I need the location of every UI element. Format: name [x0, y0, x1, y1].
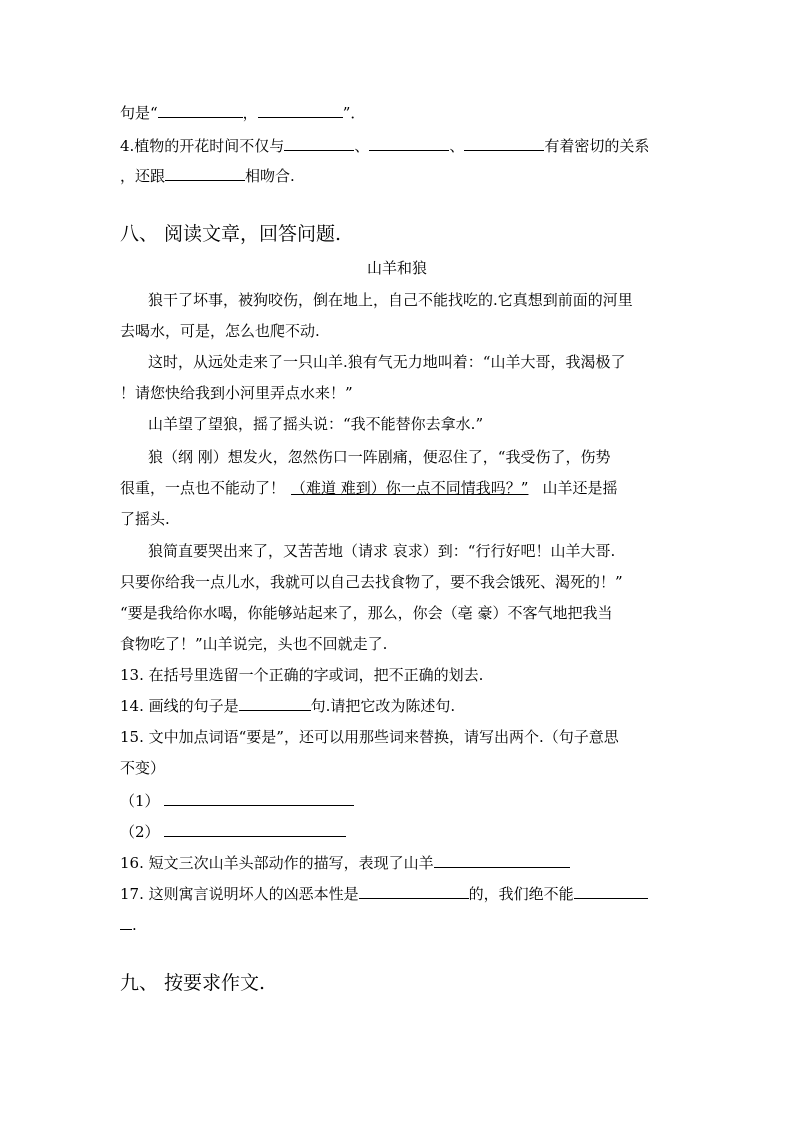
text: 17. 这则寓言说明坏人的凶恶本性是 — [120, 885, 359, 903]
paragraph-line: 山羊望了望狼，摇了摇头说：“我不能替你去拿水.” — [148, 415, 484, 433]
answer-blank[interactable] — [464, 136, 544, 151]
text: 14. 画线的句子是 — [120, 697, 239, 715]
answer-blank[interactable] — [434, 853, 570, 868]
answer-line-1 — [120, 791, 354, 811]
text: ， — [242, 104, 258, 122]
question-17 — [120, 884, 648, 904]
paragraph-line: 去喝水，可是，怎么也爬不动. — [120, 322, 320, 340]
text: 的，我们绝不能 — [468, 885, 574, 903]
answer-blank[interactable] — [359, 884, 469, 899]
question-15-cont: 不变） — [120, 759, 166, 777]
text: 很重，一点也不能动了！ — [120, 479, 286, 497]
paragraph-line: “要是我给你水喝，你能够站起来了，那么，你会（亳 豪）不客气地把我当 — [120, 604, 613, 622]
question-15: 15. 文中加点词语“要是”，还可以用那些词来替换，请写出两个.（句子意思 — [120, 728, 619, 746]
answer-line-2 — [120, 822, 346, 842]
q3-tail-line — [120, 103, 365, 123]
q4-line-1 — [120, 136, 649, 156]
section-8-heading: 八、 阅读文章，回答问题. — [120, 223, 342, 245]
answer-blank[interactable] — [164, 822, 346, 837]
q4-line-2 — [120, 166, 295, 186]
underlined-sentence: （难道 难到）你一点不同情我吗？” — [291, 479, 529, 497]
question-17-cont — [120, 915, 137, 935]
paragraph-line: 这时，从远处走来了一只山羊.狼有气无力地叫着：“山羊大哥，我渴极了 — [148, 353, 626, 371]
answer-blank[interactable] — [239, 696, 311, 711]
text: 山羊还是摇 — [542, 479, 618, 497]
answer-blank[interactable] — [574, 884, 648, 899]
text: （2） — [120, 823, 160, 841]
text: （1） — [120, 792, 160, 810]
answer-blank[interactable] — [258, 103, 343, 118]
question-13: 13. 在括号里选留一个正确的字或词，把不正确的划去. — [120, 666, 484, 684]
answer-blank[interactable] — [120, 915, 132, 930]
text: ，还跟 — [120, 167, 166, 185]
paragraph-line — [120, 478, 617, 498]
text: 、 — [449, 137, 465, 155]
text: 句是“ — [120, 104, 158, 122]
paragraph-line: 狼干了坏事，被狗咬伤，倒在地上，自己不能找吃的.它真想到前面的河里 — [148, 291, 633, 309]
text: 句.请把它改为陈述句. — [310, 697, 456, 715]
answer-blank[interactable] — [164, 791, 354, 806]
answer-blank[interactable] — [158, 103, 243, 118]
question-14 — [120, 696, 455, 716]
text: 有着密切的关系 — [544, 137, 650, 155]
answer-blank[interactable] — [369, 136, 449, 151]
answer-blank[interactable] — [165, 166, 245, 181]
section-9-heading: 九、 按要求作文. — [120, 972, 266, 994]
answer-blank[interactable] — [284, 136, 354, 151]
text: 相吻合. — [245, 167, 295, 185]
paragraph-line: 狼（纲 刚）想发火，忽然伤口一阵剧痛，便忍住了，“我受伤了，伤势 — [148, 448, 611, 466]
paragraph-line: 了摇头. — [120, 510, 170, 528]
paragraph-line: 食物吃了！”山羊说完，头也不回就走了. — [120, 635, 388, 653]
text: . — [132, 916, 137, 934]
text: 4.植物的开花时间不仅与 — [120, 137, 285, 155]
paragraph-line: ！请您快给我到小河里弄点水来！” — [120, 384, 353, 402]
story-title: 山羊和狼 — [366, 259, 427, 277]
question-16 — [120, 853, 570, 873]
paragraph-line: 狼简直要哭出来了，又苦苦地（请求 哀求）到：“行行好吧！山羊大哥. — [148, 542, 616, 560]
text: ”． — [342, 104, 366, 122]
paragraph-line: 只要你给我一点儿水，我就可以自己去找食物了，要不我会饿死、渴死的！” — [120, 573, 623, 591]
text: 16. 短文三次山羊头部动作的描写，表现了山羊 — [120, 854, 434, 872]
text: 、 — [354, 137, 370, 155]
